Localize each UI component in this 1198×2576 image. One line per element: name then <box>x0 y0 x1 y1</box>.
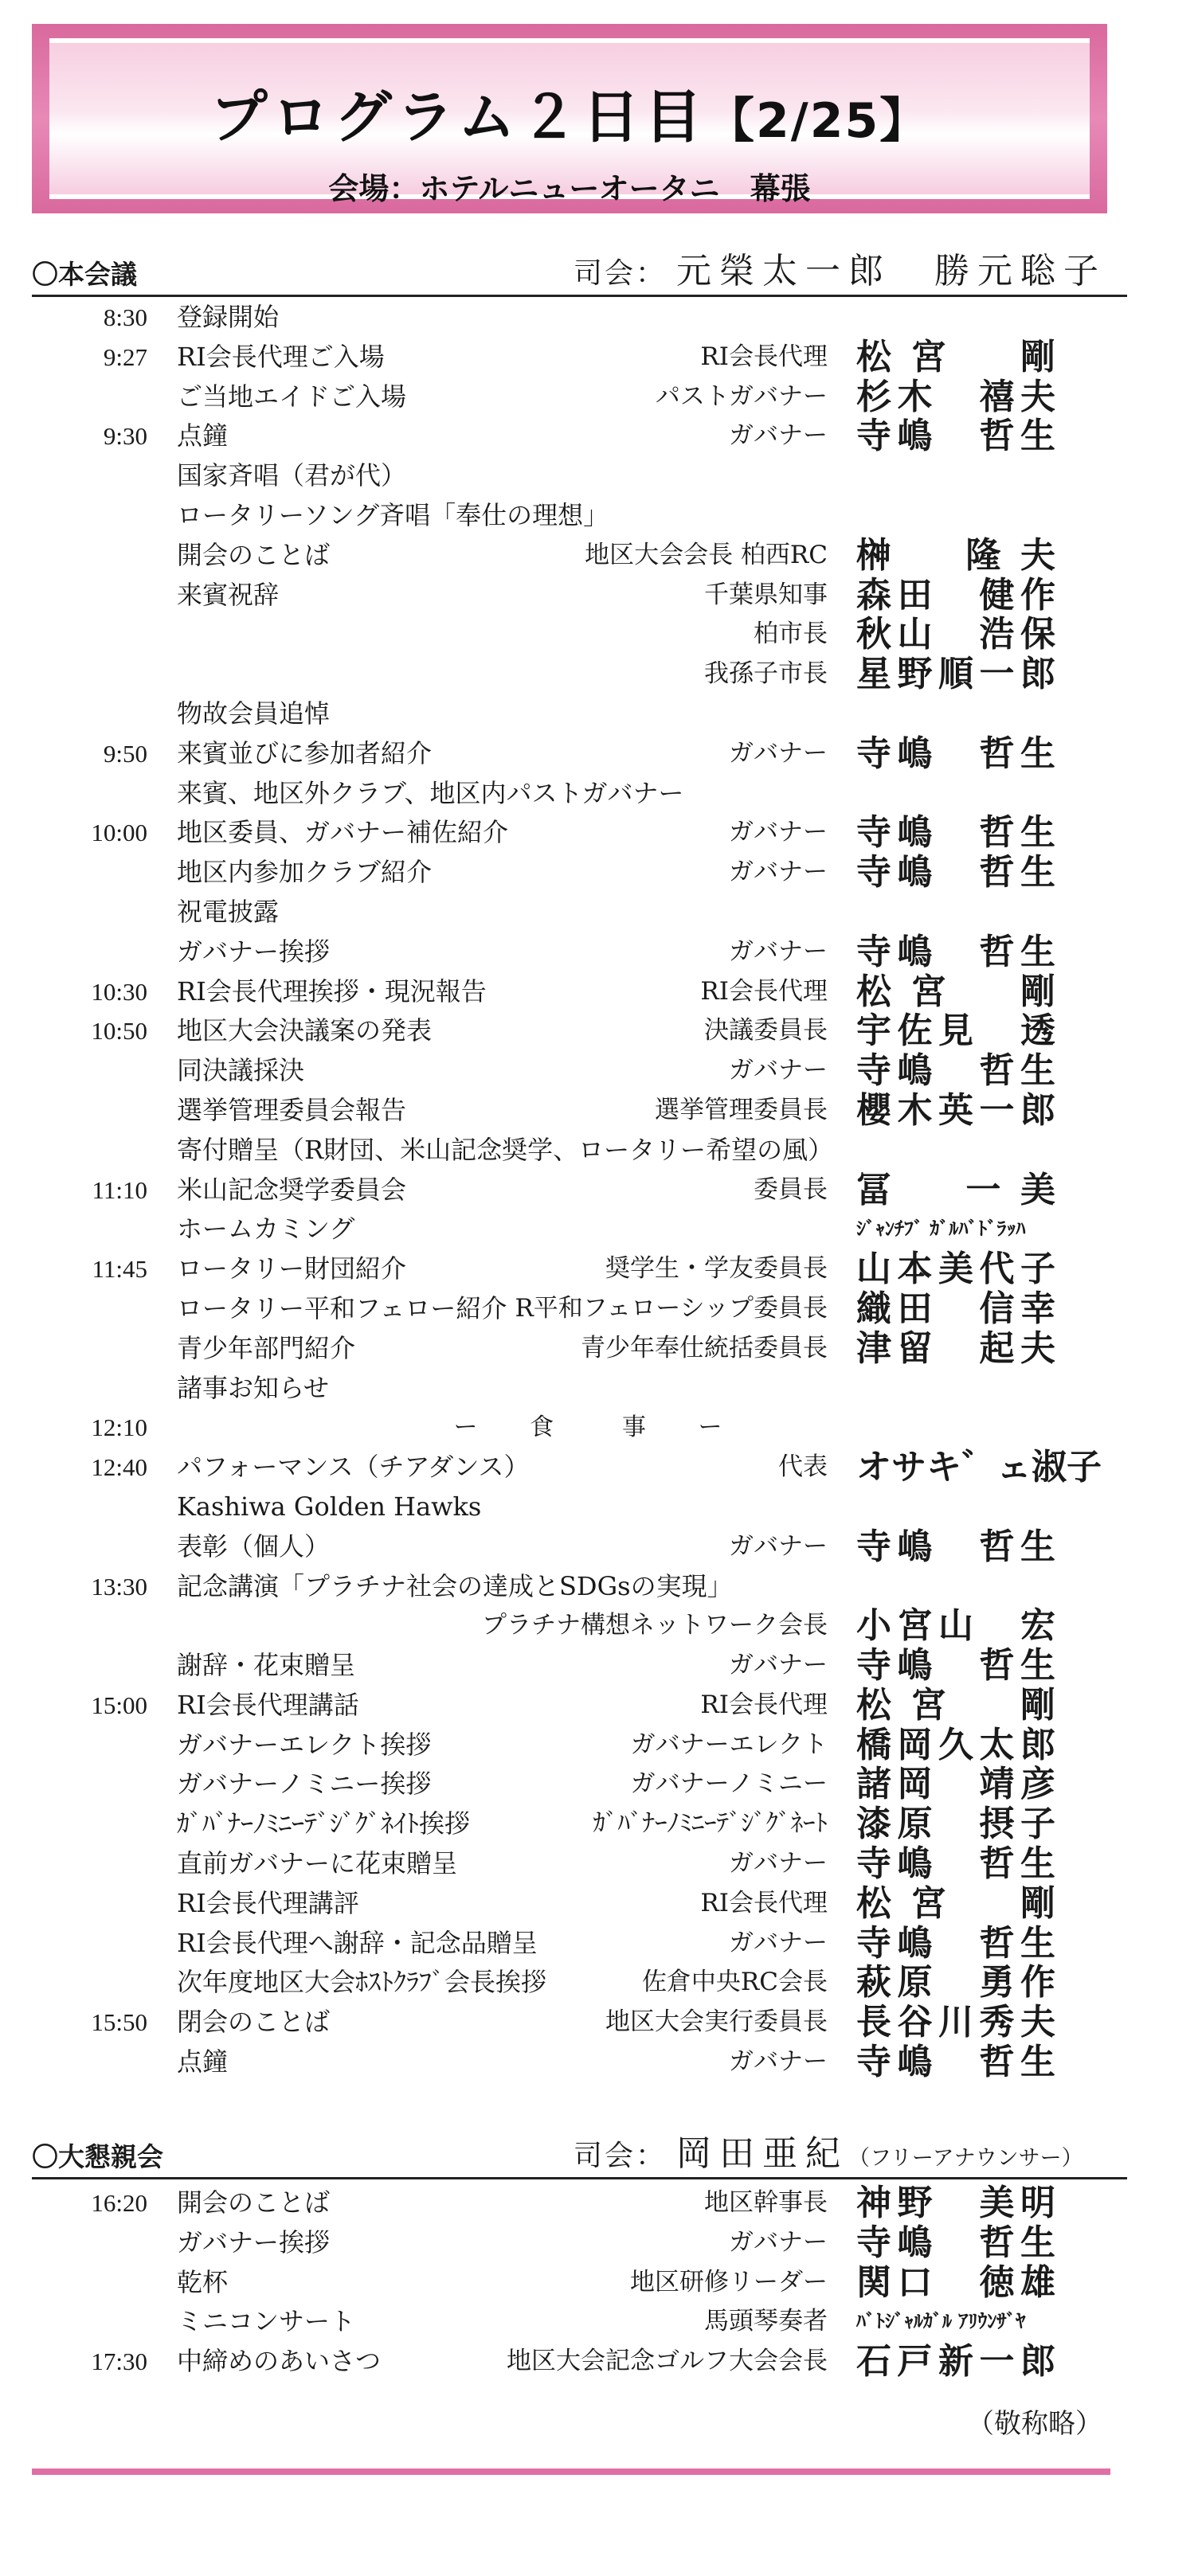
program-row <box>0 1289 1198 1329</box>
item-cell: ロータリー平和フェロー紹介 <box>177 1292 507 1323</box>
role-cell: ガバナー <box>729 1849 828 1878</box>
program-row <box>0 972 1198 1012</box>
role-cell: 地区大会実行委員長 <box>605 2007 828 2037</box>
program-row <box>0 298 1198 338</box>
section-title: 〇本会議 <box>32 259 137 290</box>
program-row <box>0 1249 1198 1289</box>
program-row <box>0 338 1198 377</box>
role-cell: R平和フェローシップ委員長 <box>515 1293 828 1323</box>
item-cell: 次年度地区大会ﾎｽﾄｸﾗﾌﾞ会長挨拶 <box>177 1967 547 1998</box>
mc-names: 元榮太一郎 勝元聡子 <box>676 251 1107 291</box>
role-cell: プラチナ構想ネットワーク会長 <box>482 1611 828 1640</box>
program-row <box>0 1487 1198 1527</box>
role-cell: ガバナー <box>729 421 828 451</box>
program-row <box>0 576 1198 616</box>
title-text: プログラム２日目 <box>209 84 707 150</box>
role-cell: 地区大会記念ゴルフ大会会長 <box>507 2347 828 2376</box>
time-cell: 12:10 <box>91 1413 147 1442</box>
role-cell: 地区研修リーダー <box>630 2267 828 2297</box>
person-cell: 寺嶋 哲生 <box>856 733 1055 774</box>
program-row <box>0 456 1198 496</box>
program-row <box>0 496 1198 536</box>
program-row <box>0 1408 1198 1448</box>
program-row <box>0 2342 1198 2382</box>
person-cell: 織田 信幸 <box>856 1288 1055 1329</box>
time-cell: 15:50 <box>91 2008 147 2037</box>
program-row <box>0 2302 1198 2342</box>
role-cell: ガバナー <box>729 936 828 966</box>
person-cell: 寺嶋 哲生 <box>856 1922 1055 1964</box>
section-header-main <box>32 251 1127 297</box>
person-cell: 寺嶋 哲生 <box>856 2222 1055 2263</box>
program-row <box>0 813 1198 853</box>
role-cell: ガバナー <box>729 2047 828 2077</box>
item-cell: RI会長代理講話 <box>177 1689 359 1720</box>
section-mc <box>574 2125 1083 2175</box>
person-cell: 神野 美明 <box>856 2183 1055 2223</box>
program-row <box>0 1171 1198 1210</box>
role-cell: ガバナー <box>729 2227 828 2257</box>
time-cell: 10:30 <box>91 977 147 1006</box>
person-cell: 寺嶋 哲生 <box>856 852 1055 893</box>
header-banner <box>32 24 1107 213</box>
program-row <box>0 655 1198 694</box>
program-list-main <box>0 298 1198 2082</box>
person-cell: 山本美代子 <box>856 1249 1055 1290</box>
program-row <box>0 1448 1198 1487</box>
venue-text: 会場：ホテルニューオータニ 幕張 <box>328 171 811 206</box>
person-cell: 榊 隆夫 <box>856 534 1055 576</box>
program-row <box>0 1765 1198 1804</box>
program-row <box>0 1051 1198 1091</box>
item-cell: 地区大会決議案の発表 <box>177 1015 433 1046</box>
program-row <box>0 1884 1198 1924</box>
program-row <box>0 615 1198 655</box>
role-cell: 代表 <box>778 1452 828 1482</box>
item-cell: RI会長代理挨拶・現況報告 <box>177 975 487 1007</box>
program-row <box>0 1527 1198 1567</box>
item-cell: 物故会員追悼 <box>177 698 331 729</box>
person-cell: 寺嶋 哲生 <box>856 1645 1055 1687</box>
person-cell: 星野順一郎 <box>856 654 1055 695</box>
program-row <box>0 1924 1198 1964</box>
program-row <box>0 2183 1198 2223</box>
item-cell: 選挙管理委員会報告 <box>177 1094 407 1125</box>
role-cell: ガバナー <box>729 1928 828 1957</box>
program-row <box>0 1686 1198 1726</box>
time-cell: 9:50 <box>103 739 147 768</box>
person-cell: 小宮山 宏 <box>856 1605 1055 1647</box>
time-cell: 11:10 <box>92 1175 147 1204</box>
program-row <box>0 1091 1198 1131</box>
item-cell: ｶﾞﾊﾞﾅｰﾉﾐﾆｰﾃﾞｼﾞｸﾞﾈｲﾄ挨拶 <box>177 1808 471 1839</box>
program-row <box>0 1011 1198 1051</box>
program-row <box>0 2263 1198 2303</box>
role-cell: 佐倉中央RC会長 <box>641 1968 828 1997</box>
role-cell: 地区幹事長 <box>704 2188 828 2217</box>
person-cell: 漆原 摂子 <box>856 1804 1055 1845</box>
program-row <box>0 1726 1198 1765</box>
program-row <box>0 1606 1198 1646</box>
person-cell: 関口 徳雄 <box>856 2261 1055 2303</box>
program-row <box>0 1844 1198 1884</box>
person-cell: 森田 健作 <box>856 574 1055 616</box>
item-cell: 謝辞・花束贈呈 <box>177 1650 356 1681</box>
person-cell: 櫻木英一郎 <box>856 1089 1055 1131</box>
mc-note: （フリーアナウンサー） <box>848 2146 1083 2171</box>
role-cell: 選挙管理委員長 <box>655 1095 828 1124</box>
person-cell: 松宮 剛 <box>856 971 1055 1012</box>
time-cell: 9:27 <box>103 342 147 371</box>
item-cell: ガバナー挨拶 <box>177 2226 331 2257</box>
person-cell: 寺嶋 哲生 <box>856 2042 1055 2083</box>
person-cell: 石戸新一郎 <box>856 2341 1055 2383</box>
item-cell: RI会長代理講評 <box>177 1887 359 1918</box>
program-row <box>0 1646 1198 1686</box>
header-banner-inner <box>49 38 1090 206</box>
program-row <box>0 377 1198 417</box>
item-cell: ガバナー挨拶 <box>177 936 331 967</box>
person-cell: 杉木 禧夫 <box>856 376 1055 417</box>
item-cell: 乾杯 <box>177 2266 229 2297</box>
person-cell: ﾊﾞﾄｼﾞｬﾙｶﾞﾙ ｱﾘｳﾝｻﾞﾔ <box>856 2310 1026 2333</box>
program-row <box>0 1804 1198 1844</box>
item-cell: 来賓祝辞 <box>177 579 280 610</box>
program-row <box>0 2223 1198 2263</box>
role-cell: 奨学生・学友委員長 <box>605 1254 828 1284</box>
program-row <box>0 932 1198 972</box>
person-cell: 松宮 剛 <box>856 1684 1055 1726</box>
role-cell: ガバナー <box>729 738 828 768</box>
item-cell: 地区委員、ガバナー補佐紹介 <box>177 817 509 848</box>
page-title <box>49 83 1090 155</box>
time-cell: 15:00 <box>91 1691 147 1719</box>
item-cell: RI会長代理ご入場 <box>177 341 385 372</box>
person-cell: 橋岡久太郎 <box>856 1724 1055 1765</box>
section-title: 〇大懇親会 <box>32 2141 163 2172</box>
honorific-note: （敬称略） <box>967 2408 1102 2440</box>
role-cell: 青少年奉仕統括委員長 <box>581 1333 828 1362</box>
section-header-party <box>32 2133 1127 2179</box>
item-cell: パフォーマンス（チアダンス） <box>177 1452 530 1483</box>
program-row <box>0 1329 1198 1369</box>
program-row <box>0 1567 1198 1607</box>
mc-label: 司会： <box>574 2140 668 2172</box>
program-row <box>0 1131 1198 1171</box>
person-cell: 寺嶋 哲生 <box>856 416 1055 457</box>
program-row <box>0 536 1198 576</box>
role-cell: ガバナー <box>729 1531 828 1561</box>
role-cell: ガバナー <box>729 1651 828 1680</box>
program-row <box>0 1963 1198 2003</box>
person-cell: 寺嶋 哲生 <box>856 931 1055 972</box>
program-row <box>0 2003 1198 2042</box>
role-cell: 地区大会会長 柏西RC <box>585 540 828 569</box>
item-cell: 青少年部門紹介 <box>177 1332 356 1363</box>
person-cell: 寺嶋 哲生 <box>856 1526 1055 1567</box>
item-cell: 中締めのあいさつ <box>177 2346 382 2377</box>
role-cell: RI会長代理 <box>700 1690 828 1719</box>
time-cell: 12:40 <box>91 1453 147 1482</box>
program-row <box>0 734 1198 774</box>
title-date: 【2/25】 <box>707 93 930 149</box>
item-cell: ー 食 事 ー <box>453 1413 745 1442</box>
role-cell: パストガバナー <box>655 381 828 411</box>
role-cell: ガバナーノミニー <box>630 1769 828 1799</box>
item-cell: RI会長代理へ謝辞・記念品贈呈 <box>177 1927 538 1958</box>
role-cell: ガバナー <box>729 1056 828 1085</box>
item-cell: 国家斉唱（君が代） <box>177 460 407 491</box>
item-cell: 同決議採決 <box>177 1055 305 1086</box>
item-cell: ロータリーソング斉唱「奉仕の理想」 <box>177 499 609 530</box>
program-list-party <box>0 2183 1198 2382</box>
person-cell: ｼﾞｬﾝﾁﾌﾞ ｶﾞﾙﾊﾞﾄﾞﾗｯﾊ <box>856 1218 1026 1241</box>
item-cell: ホームカミング <box>177 1214 355 1245</box>
person-cell: オサキ゛ェ淑子 <box>856 1447 1102 1488</box>
program-row <box>0 694 1198 734</box>
person-cell: 寺嶋 哲生 <box>856 1050 1055 1092</box>
role-cell: RI会長代理 <box>700 976 828 1006</box>
role-cell: 千葉県知事 <box>704 580 828 609</box>
item-cell: 地区内参加クラブ紹介 <box>177 857 433 888</box>
item-cell: 点鐘 <box>177 2046 229 2078</box>
time-cell: 10:50 <box>91 1017 147 1046</box>
program-row <box>0 853 1198 893</box>
time-cell: 9:30 <box>103 422 147 451</box>
time-cell: 10:00 <box>91 819 147 847</box>
item-cell: 登録開始 <box>177 302 280 332</box>
person-cell: 冨 一美 <box>856 1169 1055 1210</box>
person-cell: 長谷川秀夫 <box>856 2002 1055 2043</box>
item-cell: 諸事お知らせ <box>177 1372 330 1403</box>
person-cell: 萩原 勇作 <box>856 1962 1055 2003</box>
item-cell: Kashiwa Golden Hawks <box>177 1491 482 1522</box>
person-cell: 松宮 剛 <box>856 1882 1055 1924</box>
mc-label: 司会： <box>574 257 668 290</box>
item-cell: 点鐘 <box>177 420 229 451</box>
time-cell: 13:30 <box>91 1572 147 1601</box>
mc-names: 岡田亜紀 <box>676 2133 849 2174</box>
role-cell: ｶﾞﾊﾞﾅｰﾉﾐﾆｰﾃﾞｼﾞｸﾞﾈｰﾄ <box>593 1809 828 1839</box>
footer-divider <box>32 2469 1110 2475</box>
program-row <box>0 1369 1198 1409</box>
item-cell: 表彰（個人） <box>177 1530 331 1562</box>
person-cell: 諸岡 靖彦 <box>856 1764 1055 1805</box>
item-cell: ご当地エイドご入場 <box>177 381 407 412</box>
item-cell: 来賓、地区外クラブ、地区内パストガバナー <box>177 777 684 808</box>
role-cell: ガバナー <box>729 858 828 887</box>
role-cell: 委員長 <box>754 1175 828 1204</box>
item-cell: 寄付贈呈（R財団、米山記念奨学、ロータリー希望の風） <box>177 1134 834 1165</box>
person-cell: 寺嶋 哲生 <box>856 812 1055 854</box>
item-cell: 米山記念奨学委員会 <box>177 1174 407 1205</box>
role-cell: RI会長代理 <box>700 342 828 371</box>
role-cell: 柏市長 <box>754 620 828 649</box>
program-row <box>0 774 1198 814</box>
item-cell: 来賓並びに参加者紹介 <box>177 737 433 768</box>
section-mc <box>574 242 1106 293</box>
role-cell: RI会長代理 <box>700 1888 828 1917</box>
item-cell: ガバナーエレクト挨拶 <box>177 1729 432 1760</box>
time-cell: 17:30 <box>91 2347 147 2376</box>
role-cell: ガバナー <box>729 818 828 847</box>
item-cell: 開会のことば <box>177 2187 331 2218</box>
person-cell: 津留 起夫 <box>856 1327 1055 1369</box>
role-cell: 決議委員長 <box>704 1016 828 1046</box>
item-cell: 祝電披露 <box>177 896 280 927</box>
time-cell: 16:20 <box>91 2189 147 2217</box>
role-cell: ガバナーエレクト <box>630 1730 828 1759</box>
role-cell: 我孫子市長 <box>704 659 828 689</box>
person-cell: 松宮 剛 <box>856 336 1055 377</box>
item-cell: 記念講演「プラチナ社会の達成とSDGsの実現」 <box>177 1570 733 1601</box>
program-row <box>0 1210 1198 1249</box>
program-row <box>0 2042 1198 2082</box>
item-cell: 閉会のことば <box>177 2007 331 2038</box>
item-cell: 直前ガバナーに花束贈呈 <box>177 1848 458 1879</box>
person-cell: 宇佐見 透 <box>856 1010 1055 1052</box>
program-row <box>0 893 1198 932</box>
person-cell: 秋山 浩保 <box>856 614 1055 655</box>
item-cell: 開会のことば <box>177 539 331 570</box>
time-cell: 11:45 <box>92 1255 147 1284</box>
person-cell: 寺嶋 哲生 <box>856 1843 1055 1885</box>
item-cell: ガバナーノミニー挨拶 <box>177 1769 432 1800</box>
item-cell: ロータリー財団紹介 <box>177 1253 407 1284</box>
program-row <box>0 416 1198 456</box>
role-cell: 馬頭琴奏者 <box>704 2307 828 2336</box>
item-cell: ミニコンサート <box>177 2306 356 2337</box>
time-cell: 8:30 <box>103 303 147 331</box>
